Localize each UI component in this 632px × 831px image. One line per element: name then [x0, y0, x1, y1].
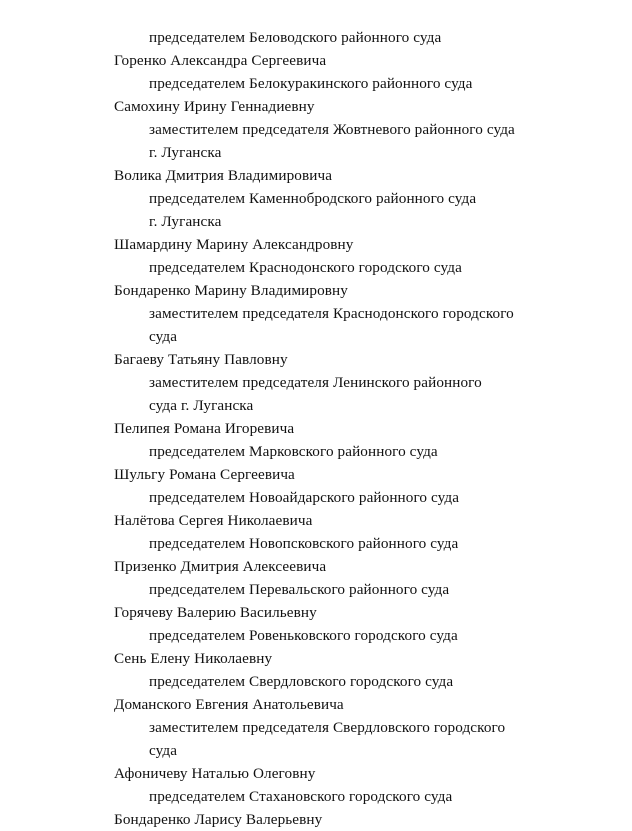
appointment-role-line: заместителем председателя Ленинского районного	[149, 374, 482, 391]
person-name-line: Волика Дмитрия Владимировича	[114, 167, 333, 184]
appointment-role-line: председателем Новопсковского районного суда	[149, 535, 459, 552]
person-name-line: Самохину Ирину Геннадиевну	[114, 98, 315, 115]
person-name-line: Горенко Александра Сергеевича	[114, 52, 327, 69]
appointment-role-line: председателем Стахановского городского суда	[149, 788, 453, 805]
person-name-line: Багаеву Татьяну Павловну	[114, 351, 288, 368]
appointment-role-line: председателем Ровеньковского городского суда	[149, 627, 458, 644]
person-name-line: Пелипея Романа Игоревича	[114, 420, 295, 437]
appointment-role-line: заместителем председателя Жовтневого районного суда	[149, 121, 515, 138]
appointment-role-line: заместителем председателя Краснодонского городского	[149, 305, 514, 322]
appointment-role-continuation-line: суда	[149, 742, 178, 759]
person-name-line: Горячеву Валерию Васильевну	[114, 604, 317, 621]
person-name-line: Доманского Евгения Анатольевича	[114, 696, 344, 713]
appointment-role-line: председателем Белокуракинского районного суда	[149, 75, 473, 92]
appointment-role-continuation-line: суда г. Луганска	[149, 397, 254, 414]
appointment-role-line: председателем Марковского районного суда	[149, 443, 438, 460]
document-text-body	[0, 26, 632, 831]
appointment-role-line: заместителем председателя Свердловского городского	[149, 719, 506, 736]
appointment-role-continuation-line: г. Луганска	[149, 144, 222, 161]
appointment-role-line: председателем Краснодонского городского суда	[149, 259, 462, 276]
person-name-line: Сень Елену Николаевну	[114, 650, 273, 667]
person-name-line: Шульгу Романа Сергеевича	[114, 466, 295, 483]
person-name-line: Афоничеву Наталью Олеговну	[114, 765, 316, 782]
person-name-line: Шамардину Марину Александровну	[114, 236, 354, 253]
appointment-role-continuation-line: суда	[149, 328, 178, 345]
appointment-role-line: председателем Беловодского районного суда	[149, 29, 442, 46]
appointment-role-line: председателем Перевальского районного суда	[149, 581, 450, 598]
person-name-line: Бондаренко Ларису Валерьевну	[114, 811, 323, 828]
appointment-role-line: председателем Каменнобродского районного суда	[149, 190, 477, 207]
person-name-line: Налётова Сергея Николаевича	[114, 512, 313, 529]
person-name-line: Бондаренко Марину Владимировну	[114, 282, 348, 299]
appointment-role-line: председателем Свердловского городского суда	[149, 673, 454, 690]
person-name-line: Призенко Дмитрия Алексеевича	[114, 558, 327, 575]
appointment-role-continuation-line: г. Луганска	[149, 213, 222, 230]
appointment-role-line: председателем Новоайдарского районного суда	[149, 489, 460, 506]
